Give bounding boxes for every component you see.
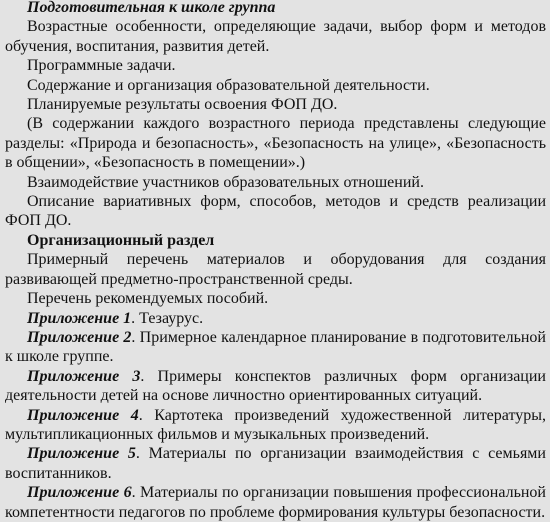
appendix-1-label: Приложение 1 [27, 309, 132, 327]
appendix-6-text: . Материалы по организации повышения профессиональной компетентности педагогов по проблеме формирования культуры безопасности. [5, 484, 546, 521]
appendix-5-text: . Материалы по организации взаимодействия с семьями воспитанников. [5, 445, 546, 482]
appendix-4-text: . Картотека произведений художественной литературы, мультипликационных фильмов и музыкальных произведений. [5, 406, 547, 443]
appendix-3-label: Приложение 3 [27, 367, 141, 385]
content-item-6: Взаимодействие участников образовательных отношений. [27, 173, 424, 191]
appendix-4-label: Приложение 4 [27, 406, 139, 424]
org-item-1: Примерный перечень материалов и оборудования для создания развивающей предметно-пространственной среды. [5, 251, 546, 288]
appendix-5 [5, 444, 546, 483]
appendix-3-text: . Примеры конспектов различных форм организации деятельности детей на основе личностно ориентированных ситуаций. [5, 367, 546, 405]
content-item-5: (В содержании каждого возрастного периода представлены следующие разделы: «Природа и безопасность», «Безопасность на улице», «Безопасность в общении», «Безопасность в помещении».) [5, 115, 546, 172]
appendix-1 [5, 309, 546, 328]
content-item-7: Описание вариативных форм, способов, методов и средств реализации ФОП ДО. [5, 193, 546, 230]
section-heading-organizational: Организационный раздел [27, 231, 215, 249]
org-item-2: Перечень рекомендуемых пособий. [27, 290, 269, 308]
content-item-1: Возрастные особенности, определяющие задачи, выбор форм и методов обучения, воспитания, развития детей. [5, 18, 546, 55]
content-item-3: Содержание и организация образовательной деятельности. [27, 76, 430, 94]
appendix-6-label: Приложение 6 [27, 484, 132, 502]
appendix-2-label: Приложение 2 [27, 328, 132, 346]
appendix-2-text: . Примерное календарное планирование в подготовительной к школе группе. [5, 328, 546, 366]
appendix-2 [5, 328, 546, 367]
appendix-3 [5, 367, 546, 406]
content-item-4: Планируемые результаты освоения ФОП ДО. [27, 96, 338, 114]
section-heading-preparatory-group: Подготовительная к школе группа [27, 0, 276, 16]
appendix-6 [5, 483, 546, 522]
content-item-2: Программные задачи. [27, 57, 176, 75]
appendix-4 [5, 406, 546, 445]
appendix-5-label: Приложение 5 [27, 445, 136, 463]
appendix-1-text: . Тезаурус. [131, 309, 204, 327]
